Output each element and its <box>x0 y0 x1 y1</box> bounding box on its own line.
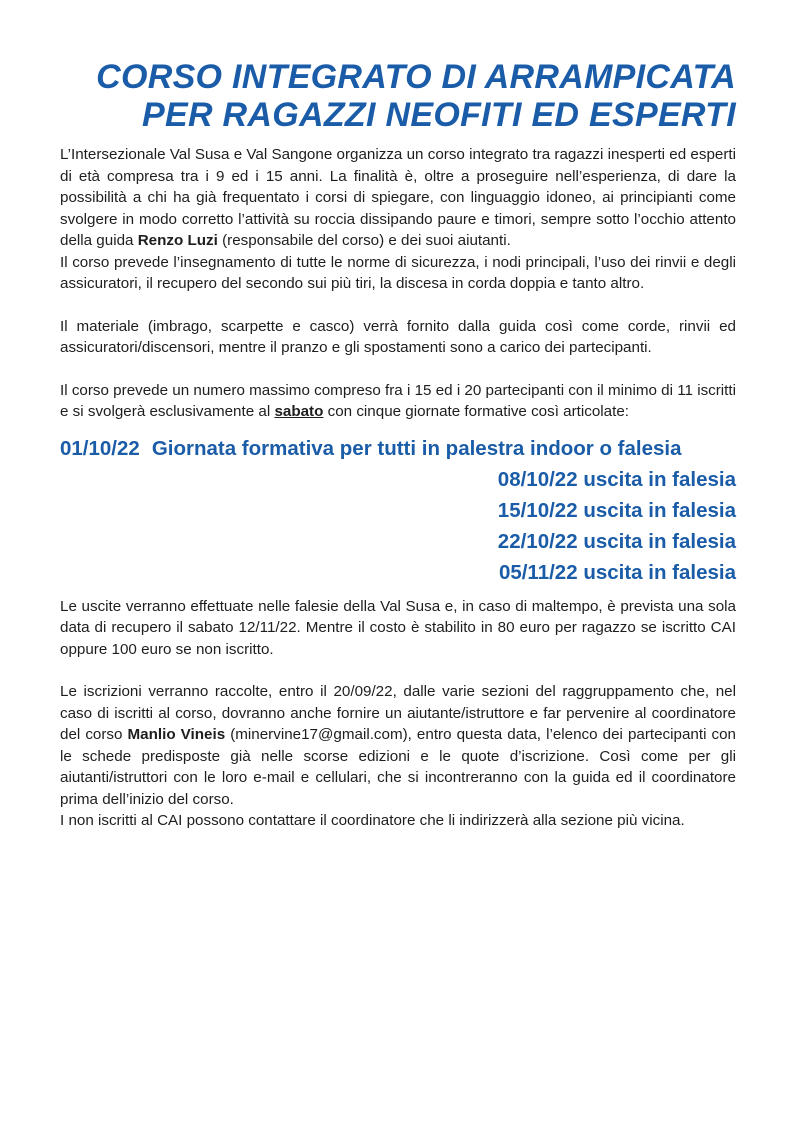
registration-text-before: Le iscrizioni verranno raccolte, entro il 20/09/22, dalle varie sezioni del raggruppamento che, nel caso di iscritti al corso, dovranno anche fornire un aiutante/istruttore e far pervenire al coordinatore del corso <box>60 683 736 743</box>
schedule-activity: uscita in falesia <box>583 467 736 491</box>
registration-text-after: (minervine17@gmail.com), entro questa data, l’elenco dei partecipanti con le schede predisposte già nelle scorse edizioni e le quote d’iscrizione. Così come per gli aiutanti/istruttori con le loro e-mail e cellulari, che si incontreranno con la guida ed il coordinatore prima dell’inizio del corso. <box>60 726 736 808</box>
schedule-item <box>60 495 736 526</box>
schedule-activity: uscita in falesia <box>583 529 736 553</box>
paragraph-spacer <box>60 295 736 316</box>
schedule-activity: uscita in falesia <box>583 560 736 584</box>
schedule-date: 05/11/22 <box>498 560 578 584</box>
coordinator-name: Manlio Vineis <box>127 726 226 743</box>
title-line-1: CORSO INTEGRATO DI ARRAMPICATA <box>96 58 736 96</box>
day-highlight: sabato <box>274 403 324 420</box>
title-line-2: PER RAGAZZI NEOFITI ED ESPERTI <box>142 96 736 134</box>
schedule-list <box>60 433 736 588</box>
material-paragraph: Il materiale (imbrago, scarpette e casco) verrà fornito dalla guida così come corde, rinvii ed assicuratori/discensori, mentre il pranzo e gli spostamenti sono a carico dei partecipanti. <box>60 317 736 356</box>
page-title <box>60 58 736 134</box>
registration-paragraph <box>60 681 736 810</box>
document-page <box>60 58 736 832</box>
schedule-date: 08/10/22 <box>497 467 578 491</box>
schedule-item <box>60 526 736 557</box>
schedule-item <box>60 557 736 588</box>
intro-text-before: L’Intersezionale Val Susa e Val Sangone organizza un corso integrato tra ragazzi inesperti ed esperti di età compresa tra i 9 ed i 15 anni. La finalità è, oltre a proseguire nell’esperienza, di dare la possibilità a chi ha già frequentato i corsi di spiegare, con linguaggio idoneo, ai principianti come svolgere in modo corretto l’attività su roccia dissipando paure e timori, sempre sotto l’occhio attento della guida <box>60 146 736 249</box>
outings-paragraph: Le uscite verranno effettuate nelle falesie della Val Susa e, in caso di maltempo, è prevista una sola data di recupero il sabato 12/11/22. Mentre il costo è stabilito in 80 euro per ragazzo se iscritto CAI oppure 100 euro se non iscritto. <box>60 597 736 658</box>
schedule-item <box>60 433 736 464</box>
schedule-activity: Giornata formativa per tutti in palestra indoor o falesia <box>151 436 682 460</box>
schedule-activity: uscita in falesia <box>583 498 736 522</box>
participants-text-after: con cinque giornate formative così articolate: <box>327 403 630 420</box>
guide-name: Renzo Luzi <box>137 232 218 249</box>
schedule-date: 22/10/22 <box>497 529 578 553</box>
intro-paragraph <box>60 144 736 252</box>
schedule-item <box>60 464 736 495</box>
schedule-date: 15/10/22 <box>497 498 578 522</box>
participants-paragraph <box>60 380 736 423</box>
intro-text-after: (responsabile del corso) e dei suoi aiutanti. <box>222 232 511 249</box>
schedule-date: 01/10/22 <box>60 436 140 460</box>
paragraph-spacer <box>60 359 736 380</box>
safety-paragraph: Il corso prevede l’insegnamento di tutte le norme di sicurezza, i nodi principali, l’uso dei rinvii e degli assicuratori, il recupero del secondo sui più tiri, la discesa in corda doppia e tanto altro. <box>60 253 736 292</box>
non-members-paragraph: I non iscritti al CAI possono contattare il coordinatore che li indirizzerà alla sezione più vicina. <box>60 812 685 829</box>
participants-text-before: Il corso prevede un numero massimo compreso fra i 15 ed i 20 partecipanti con il minimo di 11 iscritti e si svolgerà esclusivamente al <box>60 381 736 420</box>
paragraph-spacer <box>60 660 736 681</box>
